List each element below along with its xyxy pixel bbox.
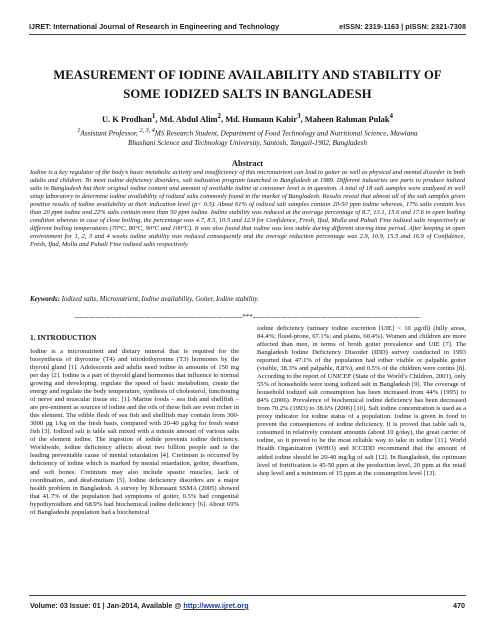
- author-2: Md. Abdul Alim: [159, 114, 218, 124]
- keywords-label: Keywords:: [30, 296, 60, 303]
- affil-sup-2: 2, 3, 4: [139, 128, 155, 134]
- author-1-sup: 1: [151, 112, 156, 120]
- journal-footer: [30, 601, 465, 610]
- intro-left-text: Iodine is a micronutrient and dietary mineral that is required for the biosynthesis of thyroxine (T4) and triiodothyronine (T3) hormones by the thyroid gland [1]. Adolescents and adults need iodine in amounts of 150 mg per day [2]. Iodine is a part of thyroid gland hormones that influence to normal growing and developing, regulate the speed of basic metabolism, create the energy and regulate the body temperature, synthesis of cholesterol, functioning of nerve and muscular tissue etc. [1]. Marine foods – sea fish and shellfish – are pre-eminent as sources of iodine and the oils of these fish are even richer in this element. The edible flesh of sea fish and shellfish may contain from 300-3000 µg 1/kg on the fresh basis, compared with 20-40 µg/kg for fresh water fish [3]. Iodized salt is table salt mixed with a minute amount of various salts of the element iodine. The ingestion of iodide prevents iodine deficiency. Worldwide, iodine deficiency affects about two billion people and is the leading preventable cause of mental retardation [4]. Cretinism is occurred by deficiency of iodine which is marked by mental retardation, goiter, dwarfism, and soft bones. Cretinism may also include spastic muscles, lack of coordination, and deaf-mutism [5]. Iodine deficiency disorders are a major health problem in Bangladesh. A survey by Khorasani SSMA (2005) showed that 41.7% of the population had symptoms of goiter, 0.5% had congenital hypothyroidism and 68.9% had biochemical iodine deficiency [6]. About 69% of Bangladeshi population had a biochemical: [30, 348, 239, 516]
- affil-line-2: Bhashani Science and Technology University, Santosh, Tangail-1902, Bangladesh: [127, 138, 368, 148]
- footer-issue-text: Volume: 03 Issue: 01 | Jan-2014, Available @: [30, 601, 184, 610]
- journal-issn: eISSN: 2319-1163 | pISSN: 2321-7308: [339, 22, 466, 31]
- journal-name: IJRET: International Journal of Research in Engineering and Technology: [29, 22, 280, 31]
- affil-sup-1: 1: [77, 128, 81, 134]
- title-line-2: SOME IODIZED SALTS IN BANGLADESH: [123, 87, 372, 101]
- keywords: [30, 296, 465, 303]
- author-4: Maheen Rahman Pulak: [304, 114, 390, 124]
- author-4-sup: 4: [389, 112, 393, 120]
- header-rule: [29, 34, 466, 35]
- affil-part-2: MS Research Student, Department of Food Technology and Nutritional Science, Mawlana: [154, 128, 418, 138]
- left-column: [30, 334, 239, 517]
- title-line-1: MEASUREMENT OF IODINE AVAILABILITY AND STABILITY OF: [53, 68, 442, 82]
- author-3: Md. Humaun Kabir: [225, 114, 298, 124]
- footer-rule: [29, 595, 466, 596]
- page-number: 470: [453, 601, 465, 610]
- author-list: U. K Prodhan$^1$, Md. Abdul Alim$^2$, Md. Humaun Kabir$^3$, Maheen Rahman Pulak$^4$: [102, 112, 393, 124]
- author-2-sup: 2: [217, 112, 222, 120]
- affiliation: [30, 127, 465, 148]
- paper-title: [30, 66, 465, 104]
- journal-header: [29, 22, 466, 31]
- author-1: U. K Prodhan: [102, 114, 152, 124]
- journal-link[interactable]: http://www.ijret.org: [183, 601, 249, 610]
- footer-issue: [30, 601, 249, 610]
- keywords-text: Iodized salts, Micronutrient, Iodine availability, Goiter, Iodine stability.: [59, 296, 259, 303]
- abstract-text: Iodine is a key regulator of the body’s basic metabolic activity and insufficiency of this micronutrient can lead to goiter as well as physical and mental disorder in both adults and children. To meet iodine deficiency disorders, salt iodization program launched in Bangladesh at 1989. Different industries are parts to produce iodized salts in Bangladesh but their original iodine content and amount of available iodine at consumer level is in question. A total of 18 salt samples were analyzed in well setup laboratory to determine iodine availability of iodized salts commonly found in the market of Bangladesh. Results reveal that almost all of the salt samples given positive results of iodine availability at their indication level (p< 0.5). About 61% of iodized salt samples contain 20-50 ppm iodine whereas, 17% salts contain less than 20 ppm iodine and 22% salts contain more than 50 ppm iodine. Iodine stability was reduced at the average percentage of 8.7, 13.1, 15.6 and 17.6 in open boiling condition whereas in case of close boiling, the percentage was 4.7, 8.5, 10.5 and 12.9 for Confidence, Fresh, Ifad, Molla and Pubali Fine iodized salts respectively at different boiling temperatures (70°C, 80°C, 90°C and 100°C). It was also found that iodine was less stable during different storing time period. After keeping in open environment for 1, 2, 3 and 4 weeks iodine stability was reduced consequently and the average reduction percentage was 2.9, 10.9, 15.5 and 16.9 of Confidence, Fresh, Ifad, Molla and Pubali Fine iodized salts respectively.: [30, 169, 465, 249]
- intro-right-text: iodine deficiency (urinary iodine excretion [UIE] < 10 µg/dl) (hilly areas, 84.4%; flood-prone, 67.1%; and plains, 60.4%). Women and children are more affected than men, in terms of broth goiter prevalence and UIE [7]. The Bangladesh Iodine Deficiency Disorder (IDD) survey conducted in 1993 reported that 47.1% of the population had either visible or palpable goiter (visible, 38.3% and palpable, 8.8%), and 0.5% of the children were cretins [8]. According to the report of UNICEF (State of the World’s Children, 2001), only 55% of households were using iodized salt in Bangladesh [9]. The coverage of household iodized salt consumption has been increased from 44% (1995) to 84% (2006). Prevalence of biochemical iodine deficiency has been decreased from 70.2% (1993) to 38.6% (2006) [10]. Salt iodine concentration is used as a proxy indicator for iodine status of a population. Iodine is given in food to prevent the consequences of iodine deficiency. It is proved that table salt is, consumed in relatively constant amounts (about 10 g/day), the great carrier of iodine, so it proved to be the most reliable way to take in iodine [11]. World Health Organization (WHO) and ICCIDD recommend that the amount of added iodine should be 20-40 mg/kg of salt [12]. In Bangladesh, the optimum level of fortification is 45-50 ppm at the production level, 20 ppm at the retail shop level and a minimum of 15 ppm at the consumption level [13].: [257, 325, 466, 477]
- intro-heading: 1. INTRODUCTION: [30, 333, 97, 342]
- author-3-sup: 3: [297, 112, 301, 120]
- right-column: [257, 325, 466, 478]
- section-divider: ------------------------------------------------------------------------***------------------------------------------------------------------------: [74, 313, 421, 321]
- affil-part-1: Assistant Professor,: [80, 128, 140, 138]
- abstract-heading: Abstract: [231, 159, 264, 168]
